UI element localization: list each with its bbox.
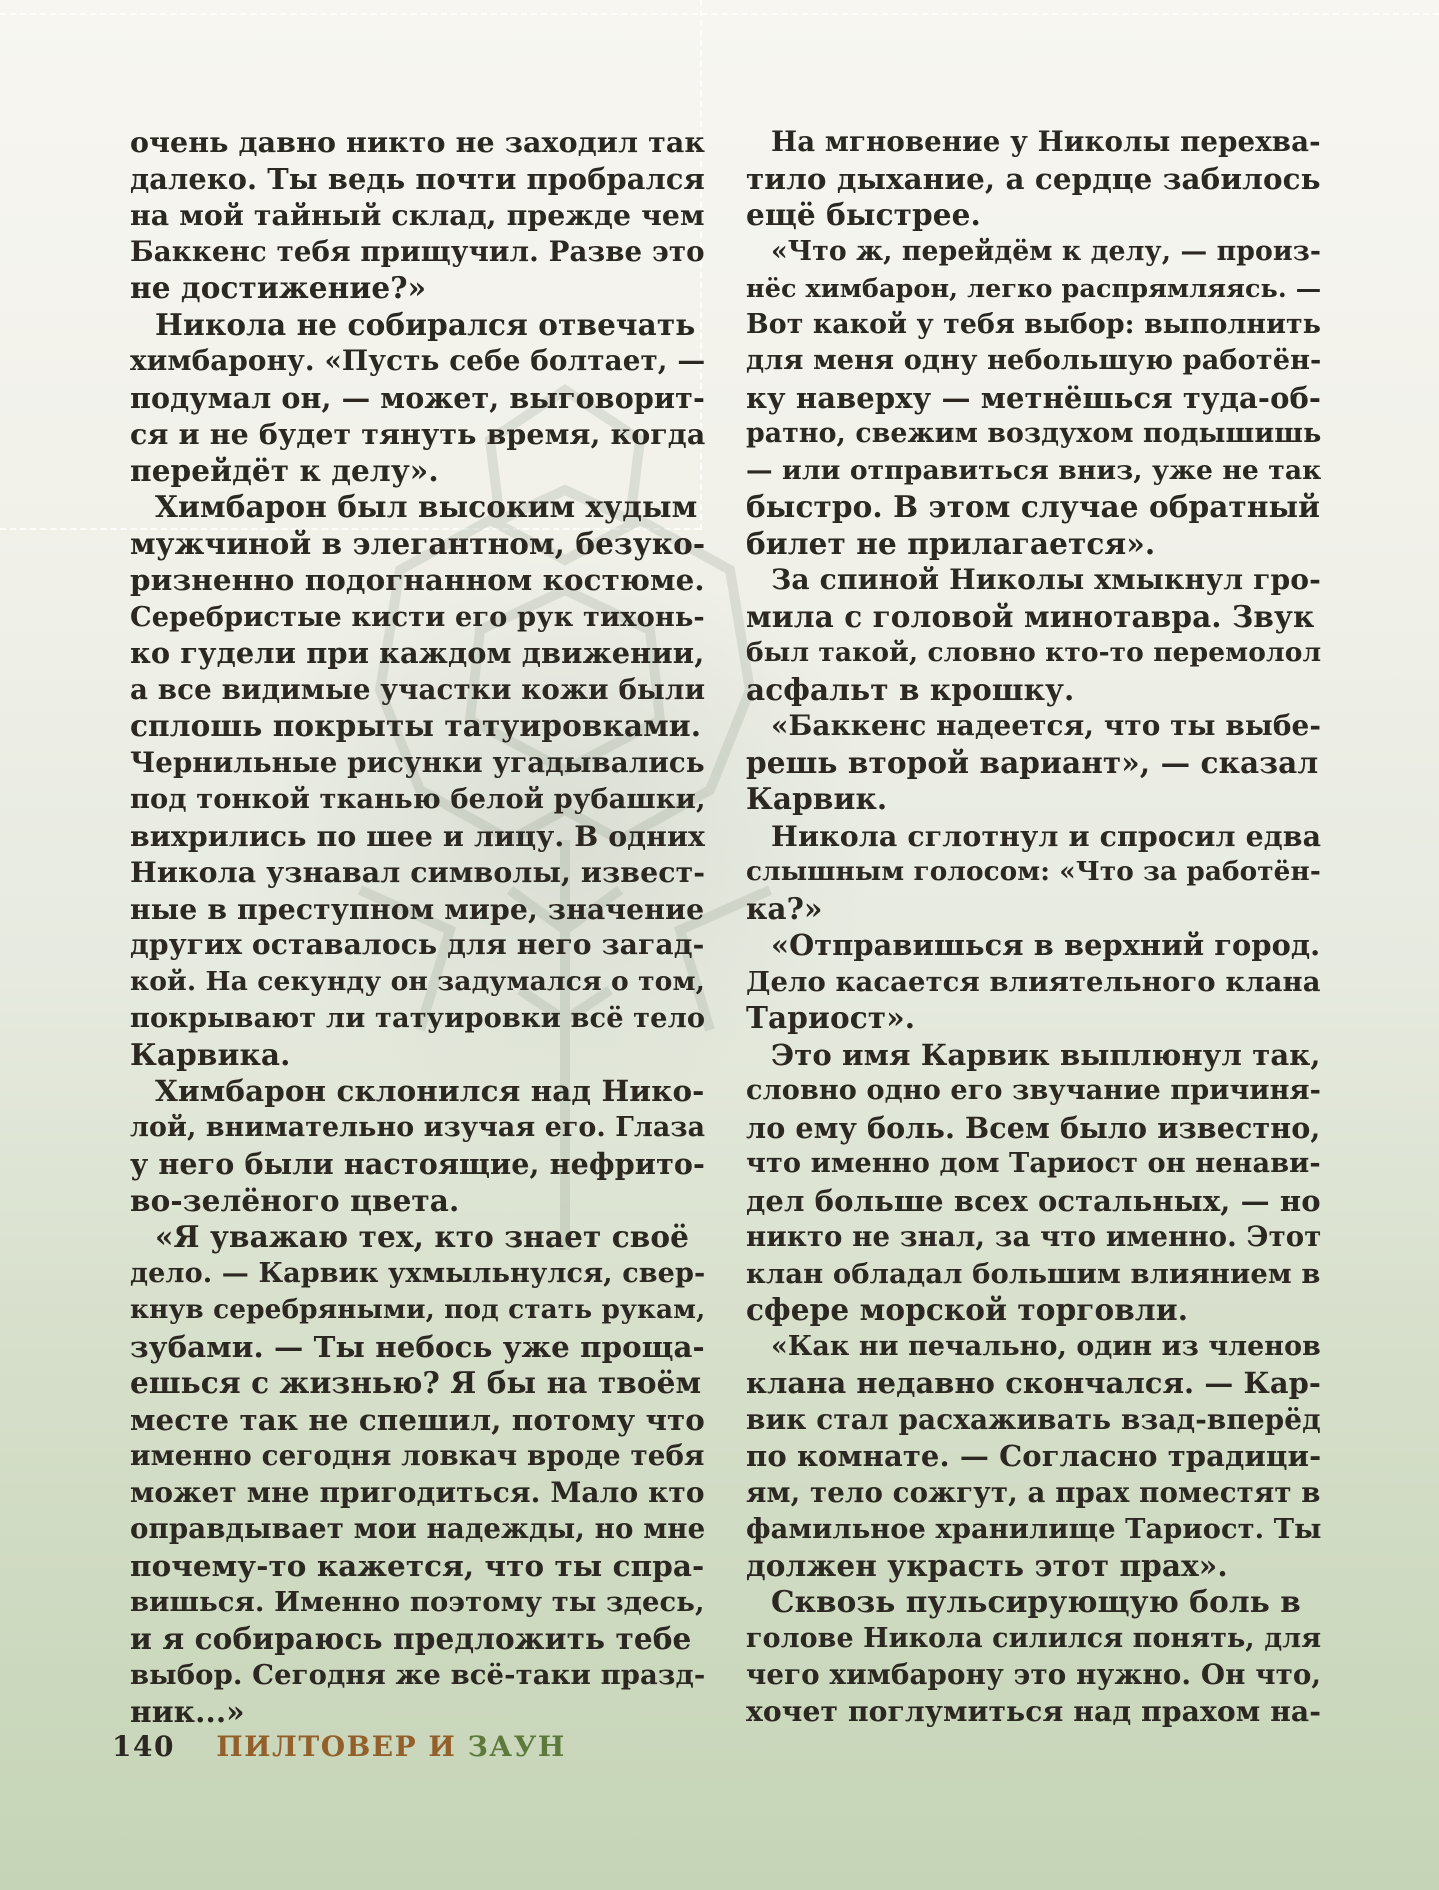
text-line: нёс химбарон, легко распрямляясь. — xyxy=(746,273,1322,303)
text-line: у него были настоящие, нефрито- xyxy=(130,1147,705,1181)
text-line: во-зелёного цвета. xyxy=(130,1182,460,1218)
text-line: ка?» xyxy=(746,890,823,926)
text-line: Карвик. xyxy=(746,781,888,816)
text-line: именно сегодня ловкач вроде тебя xyxy=(130,1439,705,1472)
text-line: никто не знал, за что именно. Этот xyxy=(746,1220,1322,1253)
text-line: Чернильные рисунки угадывались xyxy=(130,745,705,779)
text-line: по комнате. — Согласно традици- xyxy=(746,1439,1322,1473)
text-line: химбарону. «Пусть себе болтает, — xyxy=(130,344,706,377)
text-line: ещё быстрее. xyxy=(746,197,981,232)
text-line: сплошь покрыты татуировками. xyxy=(130,708,702,743)
text-line: вик стал расхаживать взад-вперёд xyxy=(746,1402,1321,1436)
text-line: Сквозь пульсирующую боль в xyxy=(771,1584,1301,1619)
text-line: ник...» xyxy=(130,1693,245,1729)
text-line: билет не прилагается». xyxy=(746,525,1156,561)
text-line: Никола сглотнул и спросил едва xyxy=(771,818,1322,853)
text-line: словно одно его звучание причиня- xyxy=(746,1075,1321,1106)
text-line: Никола узнавал символы, извест- xyxy=(130,855,706,889)
text-line: что именно дом Тариост он ненави- xyxy=(746,1148,1321,1179)
text-line: перейдёт к делу». xyxy=(130,452,439,488)
text-line: оправдывает мои надежды, но мне xyxy=(130,1512,706,1545)
left-text-column xyxy=(130,124,705,1730)
text-line: клан обладал большим влиянием в xyxy=(746,1257,1321,1290)
running-title: ПИЛТОВЕР И xyxy=(216,1730,457,1763)
text-line: Химбарон был высоким худым xyxy=(155,489,698,524)
text-line: Баккенс тебя прищучил. Разве это xyxy=(130,234,705,268)
text-line: кнув серебряными, под стать рукам, xyxy=(130,1294,706,1325)
text-line: быстро. В этом случае обратный xyxy=(746,489,1321,524)
text-line: голове Никола силился понять, для xyxy=(746,1622,1322,1654)
text-line: — или отправиться вниз, уже не так xyxy=(746,454,1322,486)
running-title-accent: ЗАУН xyxy=(467,1730,566,1763)
text-line: для меня одну небольшую работён- xyxy=(746,345,1322,376)
text-line: ные в преступном мире, значение xyxy=(130,891,705,926)
text-line: Карвика. xyxy=(130,1036,291,1072)
text-line: и я собираюсь предложить тебе xyxy=(130,1620,692,1656)
text-line: подумал он, — может, выговорит- xyxy=(130,380,705,415)
text-line: решь второй вариант», — сказал xyxy=(746,744,1319,780)
text-line: сфере морской торговли. xyxy=(746,1292,1189,1327)
text-line: ко гудели при каждом движении, xyxy=(130,636,705,670)
text-line: не достижение?» xyxy=(130,270,427,305)
text-line: почему-то кажется, что ты спра- xyxy=(130,1547,705,1583)
text-line: Никола не собирался отвечать xyxy=(155,306,696,342)
text-line: Вот какой у тебя выбор: выполнить xyxy=(746,308,1322,340)
text-line: может мне пригодиться. Мало кто xyxy=(130,1475,705,1509)
text-line: «Баккенс надеется, что ты выбе- xyxy=(771,709,1322,742)
text-line: дел больше всех остальных, — но xyxy=(746,1183,1321,1218)
page-footer xyxy=(112,1730,566,1763)
text-line: других оставалось для него загад- xyxy=(130,928,705,961)
page-number: 140 xyxy=(112,1730,175,1763)
text-line: Это имя Карвик выплюнул так, xyxy=(771,1037,1321,1072)
text-line: ризненно подогнанном костюме. xyxy=(130,562,705,597)
text-line: Серебристые кисти его рук тихонь- xyxy=(130,600,705,633)
text-line: За спиной Николы хмыкнул гро- xyxy=(771,563,1321,596)
text-line: вишься. Именно поэтому ты здесь, xyxy=(130,1586,705,1618)
text-line: клана недавно скончался. — Кар- xyxy=(746,1366,1322,1400)
text-line: Тариост». xyxy=(746,1000,916,1035)
text-line: фамильное хранилище Тариост. Ты xyxy=(746,1513,1322,1545)
text-line: должен украсть этот прах». xyxy=(746,1547,1228,1583)
text-line: асфальт в крошку. xyxy=(746,671,1075,707)
text-line: под тонкой тканью белой рубашки, xyxy=(130,783,706,815)
text-line: на мой тайный склад, прежде чем xyxy=(130,198,705,232)
text-line: мила с головой минотавра. Звук xyxy=(746,598,1315,634)
text-line: «Как ни печально, один из членов xyxy=(771,1330,1321,1362)
text-line: далеко. Ты ведь почти пробрался xyxy=(130,161,705,196)
text-line: покрывают ли татуировки всё тело xyxy=(130,1002,706,1034)
text-line: ратно, свежим воздухом подышишь xyxy=(746,418,1322,449)
text-line: очень давно никто не заходил так xyxy=(130,125,706,159)
right-text-column xyxy=(746,124,1321,1730)
text-line: На мгновение у Николы перехва- xyxy=(771,125,1321,158)
text-line: ешься с жизнью? Я бы на твоём xyxy=(130,1365,702,1400)
text-line: тило дыхание, а сердце забилось xyxy=(746,160,1321,196)
text-line: вихрились по шее и лицу. В одних xyxy=(130,818,705,853)
text-line: ям, тело сожгут, а прах поместят в xyxy=(746,1475,1321,1509)
text-line: «Что ж, перейдём к делу, — произ- xyxy=(771,235,1322,267)
text-line: лой, внимательно изучая его. Глаза xyxy=(130,1111,706,1143)
text-line: кой. На секунду он задумался о том, xyxy=(130,965,705,997)
text-line: ку наверху — метнёшься туда-об- xyxy=(746,380,1322,415)
text-line: «Я уважаю тех, кто знает своё xyxy=(155,1219,690,1254)
text-line: ся и не будет тянуть время, когда xyxy=(130,417,706,451)
text-line: а все видимые участки кожи были xyxy=(130,672,706,706)
decorative-frame-line xyxy=(0,13,1439,15)
text-line: зубами. — Ты небось уже проща- xyxy=(130,1329,705,1364)
text-line: месте так не спешил, потому что xyxy=(130,1401,705,1437)
text-line: слышным голосом: «Что за работён- xyxy=(746,856,1321,887)
text-line: Химбарон склонился над Нико- xyxy=(155,1073,705,1108)
text-line: выбор. Сегодня же всё-таки празд- xyxy=(130,1659,706,1691)
text-line: «Отправишься в верхний город. xyxy=(771,928,1321,962)
text-line: дело. — Карвик ухмыльнулся, свер- xyxy=(130,1257,706,1289)
text-line: Дело касается влиятельного клана xyxy=(746,965,1321,998)
text-line: мужчиной в элегантном, безуко- xyxy=(130,525,706,561)
text-line: был такой, словно кто-то перемолол xyxy=(746,637,1322,668)
text-line: хочет поглумиться над прахом на- xyxy=(746,1694,1322,1728)
text-line: ло ему боль. Всем было известно, xyxy=(746,1110,1321,1145)
text-line: чего химбарону это нужно. Он что, xyxy=(746,1658,1322,1691)
